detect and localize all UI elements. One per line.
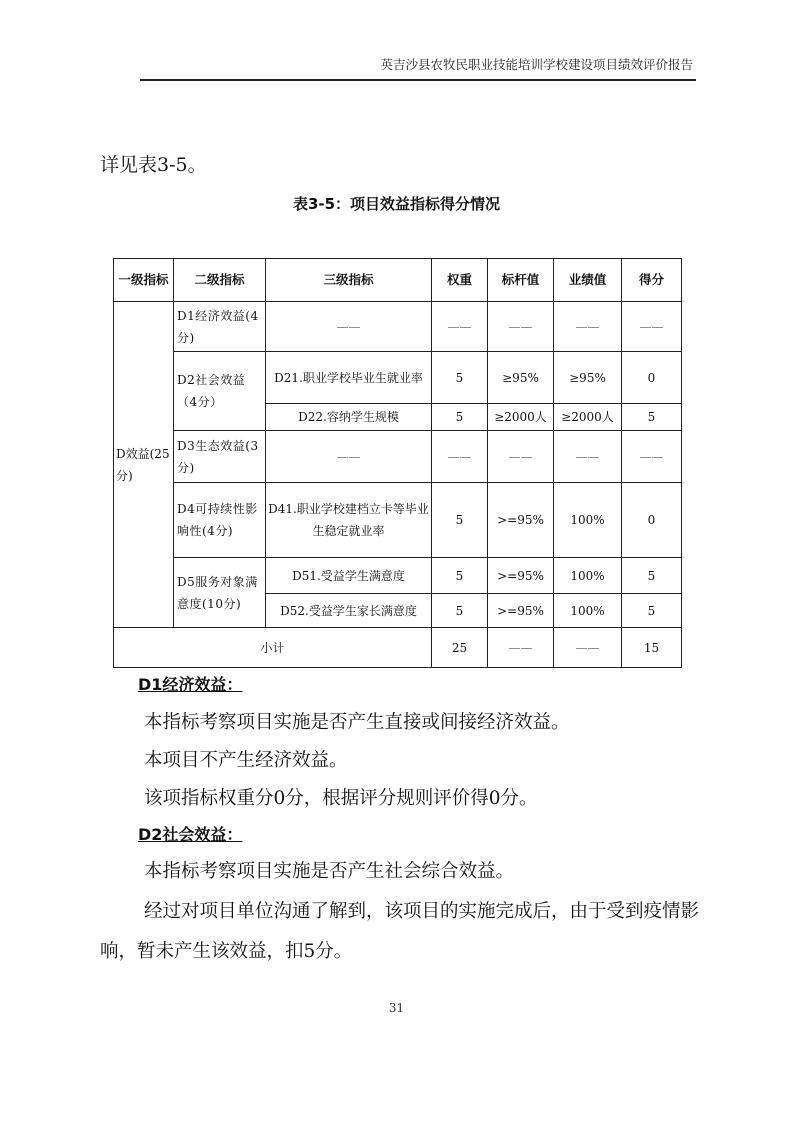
page-number: 31 [388,1001,405,1015]
benchmark-cell: —— [488,628,554,668]
weight-cell: 5 [432,594,488,628]
score-table [113,258,682,668]
benchmark-cell: —— [488,431,554,483]
level3-cell: D51.受益学生满意度 [266,558,432,594]
level2-cell: D3生态效益(3分) [174,431,266,483]
benchmark-cell: >=95% [488,558,554,594]
level2-cell: D1经济效益(4分) [174,302,266,352]
header-cell: 一级指标 [114,259,174,302]
header-cell: 三级指标 [266,259,432,302]
header-cell: 标杆值 [488,259,554,302]
weight-cell: 25 [432,628,488,668]
actual-cell: 100% [554,594,622,628]
actual-cell: ≥95% [554,352,622,404]
score-cell: 5 [622,404,682,431]
score-cell: 15 [622,628,682,668]
weight-cell: 5 [432,404,488,431]
level3-cell: D21.职业学校毕业生就业率 [266,352,432,404]
table-header-row [114,259,682,302]
weight-cell: —— [432,431,488,483]
intro-text: 详见表3-5。 [100,154,207,176]
table-row [114,431,682,483]
level3-cell: —— [266,302,432,352]
header-cell: 二级指标 [174,259,266,302]
level1-cell: D效益(25分) [114,302,174,628]
actual-cell: —— [554,302,622,352]
table-row [114,302,682,352]
subtotal-label: 小计 [114,628,432,668]
actual-cell: —— [554,431,622,483]
paragraph: 本指标考察项目实施是否产生直接或间接经济效益。 [144,712,570,733]
table-caption: 表3-5：项目效益指标得分情况 [292,195,501,213]
header-rule [140,79,696,81]
table-row [114,558,682,594]
table-row [114,352,682,404]
header-cell: 得分 [622,259,682,302]
score-cell: 5 [622,558,682,594]
benchmark-cell: >=95% [488,594,554,628]
section-heading-d2: D2社会效益： [138,825,243,844]
benchmark-cell: >=95% [488,483,554,558]
subtotal-row [114,628,682,668]
header-cell: 业绩值 [554,259,622,302]
header-title: 英吉沙县农牧民职业技能培训学校建设项目绩效评价报告 [380,57,693,72]
actual-cell: ≥2000人 [554,404,622,431]
weight-cell: 5 [432,558,488,594]
level3-cell: D52.受益学生家长满意度 [266,594,432,628]
weight-cell: —— [432,302,488,352]
paragraph: 该项指标权重分0分，根据评分规则评价得0分。 [144,788,538,809]
paragraph: 经过对项目单位沟通了解到，该项目的实施完成后，由于受到疫情影响，暂未产生该效益，扣5分。 [100,901,700,962]
level3-cell: D22.容纳学生规模 [266,404,432,431]
weight-cell: 5 [432,483,488,558]
header-cell: 权重 [432,259,488,302]
level2-cell: D5服务对象满意度(10分) [174,558,266,628]
actual-cell: —— [554,628,622,668]
benchmark-cell: ≥95% [488,352,554,404]
actual-cell: 100% [554,558,622,594]
section-heading-d1: D1经济效益： [138,675,243,694]
paragraph: 本指标考察项目实施是否产生社会综合效益。 [144,861,515,882]
actual-cell: 100% [554,483,622,558]
score-cell: 0 [622,352,682,404]
benchmark-cell: —— [488,302,554,352]
level2-cell: D2社会效益（4分） [174,352,266,431]
level2-cell: D4可持续性影响性(4分) [174,483,266,558]
weight-cell: 5 [432,352,488,404]
level3-cell: D41.职业学校建档立卡等毕业生稳定就业率 [266,483,432,558]
paragraph: 本项目不产生经济效益。 [144,750,348,771]
score-cell: —— [622,302,682,352]
score-cell: —— [622,431,682,483]
level3-cell: —— [266,431,432,483]
score-cell: 0 [622,483,682,558]
score-cell: 5 [622,594,682,628]
table-row [114,483,682,558]
benchmark-cell: ≥2000人 [488,404,554,431]
